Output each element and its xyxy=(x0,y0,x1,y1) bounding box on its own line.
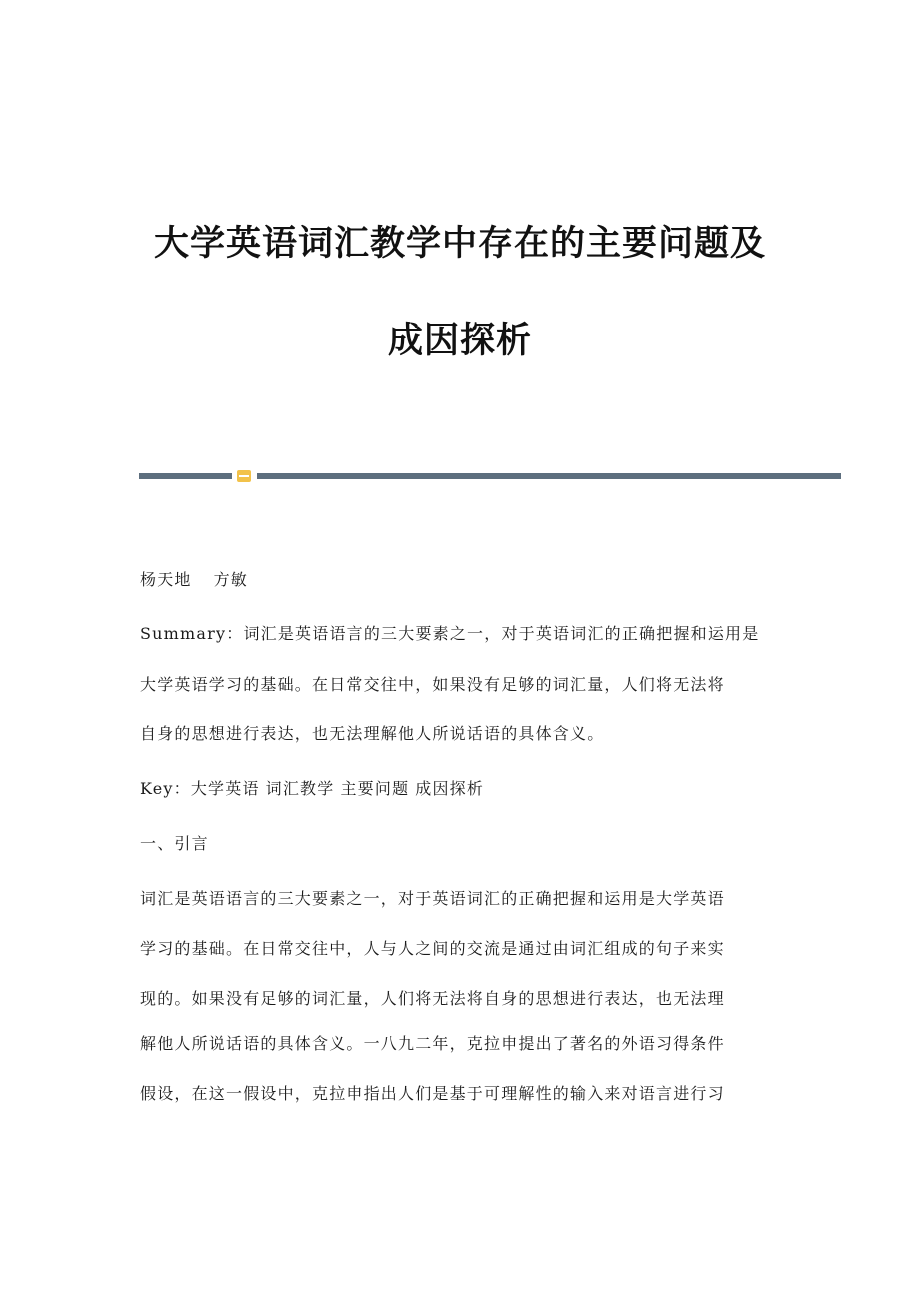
document-title-line-2: 成因探析 xyxy=(387,321,532,361)
author-name: 方敏 xyxy=(213,570,249,589)
body-paragraph-line: 假设，在这一假设中，克拉申指出人们是基于可理解性的输入来对语言进行习 xyxy=(140,1084,725,1103)
body-paragraph-line: 现的。如果没有足够的词汇量，人们将无法将自身的思想进行表达，也无法理 xyxy=(140,989,725,1008)
keyword: 主要问题 xyxy=(340,779,410,798)
keywords-label: Key： xyxy=(140,779,191,798)
summary-text: 词汇是英语语言的三大要素之一，对于英语词汇的正确把握和运用是 xyxy=(243,624,760,643)
keyword: 成因探析 xyxy=(415,779,485,798)
divider-bar-left xyxy=(139,473,232,479)
summary-line: 大学英语学习的基础。在日常交往中，如果没有足够的词汇量，人们将无法将 xyxy=(140,675,725,694)
divider-bar-right xyxy=(257,473,841,479)
summary-line: 自身的思想进行表达，也无法理解他人所说话语的具体含义。 xyxy=(140,724,605,743)
keyword: 大学英语 xyxy=(190,779,260,798)
author-name: 杨天地 xyxy=(140,570,192,589)
summary-line xyxy=(140,624,759,644)
body-paragraph-line: 学习的基础。在日常交往中，人与人之间的交流是通过由词汇组成的句子来实 xyxy=(140,939,725,958)
author-list xyxy=(140,570,248,590)
envelope-icon xyxy=(237,470,251,482)
section-heading: 一、引言 xyxy=(140,834,209,853)
summary-label: Summary： xyxy=(140,624,244,643)
document-title-line-1: 大学英语词汇教学中存在的主要问题及 xyxy=(153,224,766,264)
body-paragraph-line: 解他人所说话语的具体含义。一八九二年，克拉申提出了著名的外语习得条件 xyxy=(140,1034,725,1053)
title-divider xyxy=(139,470,841,482)
keyword: 词汇教学 xyxy=(265,779,335,798)
keywords-line xyxy=(140,779,490,799)
body-paragraph-line: 词汇是英语语言的三大要素之一，对于英语词汇的正确把握和运用是大学英语 xyxy=(140,889,725,908)
